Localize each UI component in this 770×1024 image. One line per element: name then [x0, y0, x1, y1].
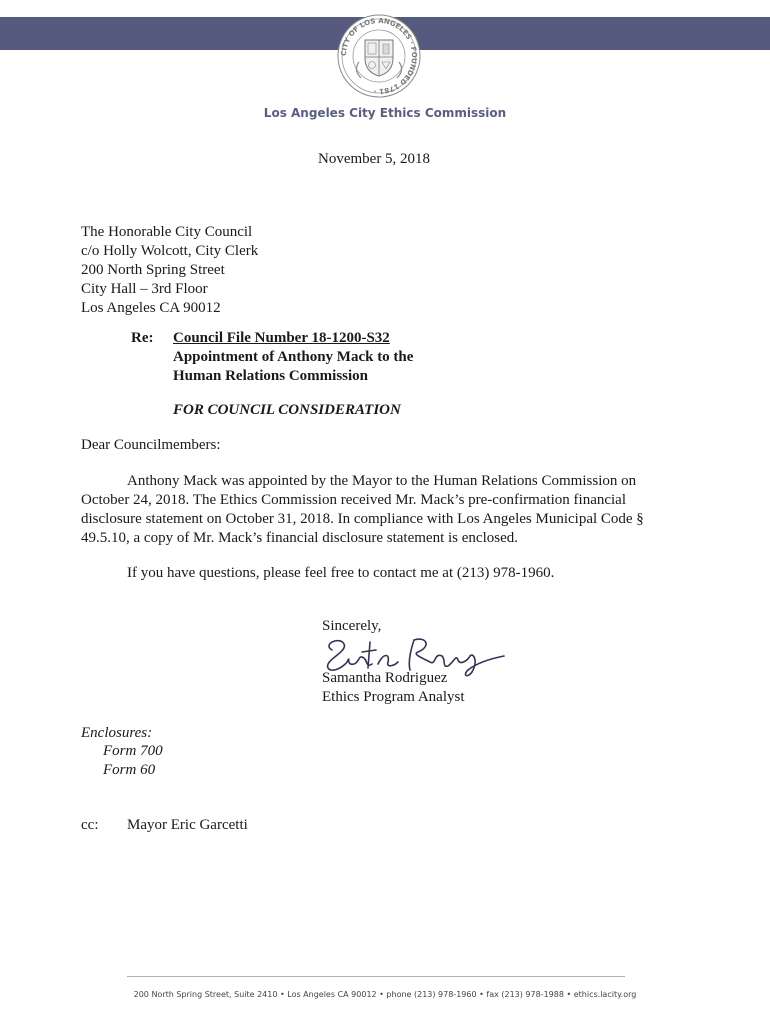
recipient-line: Los Angeles CA 90012 — [81, 300, 221, 316]
subject-line: Appointment of Anthony Mack to the — [173, 349, 414, 365]
city-seal-logo — [337, 14, 421, 98]
enclosure-item: Form 60 — [103, 762, 156, 778]
subject-block — [173, 329, 413, 386]
recipient-line: 200 North Spring Street — [81, 262, 225, 278]
body-paragraph-1: Anthony Mack was appointed by the Mayor to the Human Relations Commission on October 24, 2018. The Ethics Commission received Mr. Mack’s pre-confirmation financial disclosure statement on October 31, 2018. In compliance with Los Angeles Municipal Code § 49.5.10, a copy of Mr. Mack’s financial disclosure statement is enclosed. — [81, 473, 644, 546]
enclosures-label: Enclosures: — [81, 725, 153, 741]
re-label: Re: — [131, 330, 154, 346]
salutation: Dear Councilmembers: — [81, 437, 221, 453]
letter-date: November 5, 2018 — [318, 151, 431, 167]
footer-contact: 200 North Spring Street, Suite 2410 • Los Angeles CA 90012 • phone (213) 978-1960 • fax (213) 978-1988 • ethics.lacity.org — [133, 990, 637, 999]
recipient-line: City Hall – 3rd Floor — [81, 281, 208, 297]
svg-text:CITY OF LOS ANGELES · FOUNDED: CITY OF LOS ANGELES · FOUNDED 1781 · — [339, 16, 419, 96]
for-council-consideration: FOR COUNCIL CONSIDERATION — [173, 402, 401, 418]
enclosures-list — [103, 742, 163, 780]
recipient-line: The Honorable City Council — [81, 224, 253, 240]
subject-line: Human Relations Commission — [173, 368, 369, 384]
enclosure-item: Form 700 — [103, 743, 163, 759]
organization-name: Los Angeles City Ethics Commission — [263, 106, 507, 120]
closing-sincerely: Sincerely, — [322, 618, 382, 634]
signer-title: Ethics Program Analyst — [322, 689, 465, 705]
signer-name: Samantha Rodriguez — [322, 670, 448, 686]
signer-block — [322, 669, 465, 707]
cc-recipient: Mayor Eric Garcetti — [127, 817, 248, 833]
cc-label: cc: — [81, 817, 99, 833]
recipient-line: c/o Holly Wolcott, City Clerk — [81, 243, 259, 259]
recipient-address — [81, 223, 258, 318]
footer-divider — [127, 976, 625, 977]
council-file-number: Council File Number 18-1200-S32 — [173, 330, 390, 346]
body-paragraph-2: If you have questions, please feel free to contact me at (213) 978-1960. — [127, 565, 555, 581]
